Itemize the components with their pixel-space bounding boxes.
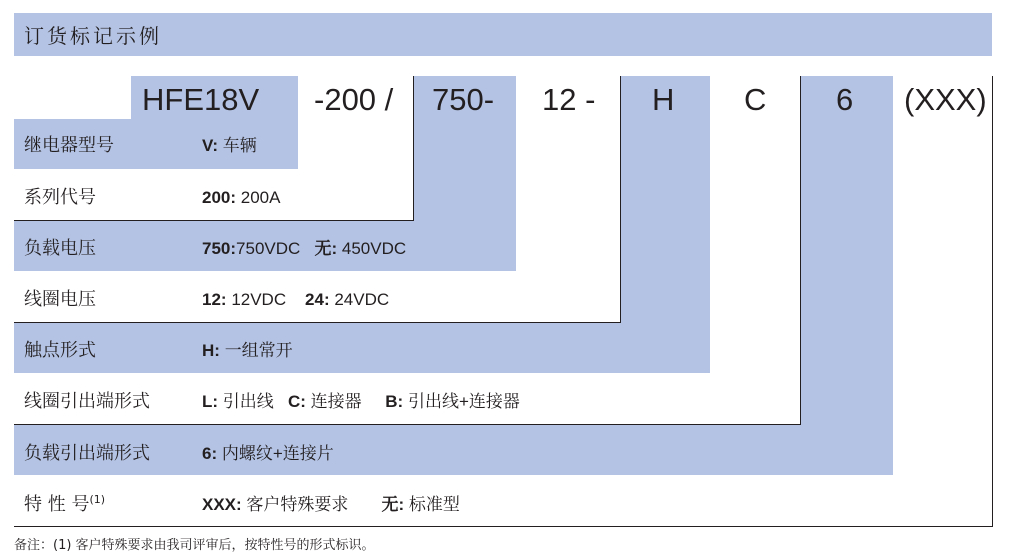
row-desc: 12: 12VDC 24: 24VDC xyxy=(202,290,390,309)
page-title: 订货标记示例 xyxy=(24,24,162,48)
code-coil-terminal: C xyxy=(744,82,767,117)
line-coil-right xyxy=(620,76,621,323)
line-table-bottom xyxy=(14,526,993,527)
row-label: 继电器型号 xyxy=(24,135,114,156)
line-coil-terminal-right xyxy=(800,76,801,425)
row-label: 负载引出端形式 xyxy=(24,443,150,464)
row-label: 特 性 号$^{(1)}$ xyxy=(24,493,106,515)
row-label: 负载电压 xyxy=(24,238,96,259)
row-desc: L: 引出线 C: 连接器 B: 引出线+连接器 xyxy=(202,392,520,411)
code-series: -200 / xyxy=(314,82,394,117)
footnote: 备注：(1) 客户特殊要求由我司评审后，按特性号的形式标识。 xyxy=(14,538,375,553)
row-label: 线圈电压 xyxy=(24,289,96,310)
row-label: 触点形式 xyxy=(24,340,96,361)
block-code-load-terminal xyxy=(800,76,893,425)
code-model: HFE18V xyxy=(142,82,260,117)
code-coil-voltage: 12 - xyxy=(542,82,596,117)
line-series-right xyxy=(413,76,414,221)
line-coil-terminal-bottom xyxy=(14,424,800,425)
row-label: 线圈引出端形式 xyxy=(24,391,150,412)
code-contact: H xyxy=(652,82,675,117)
row-desc: 6: 内螺纹+连接片 xyxy=(202,444,334,463)
row-desc: 200: 200A xyxy=(202,188,281,207)
row-desc: 750:750VDC 无: 450VDC xyxy=(202,239,407,258)
code-load-voltage: 750- xyxy=(432,82,495,117)
line-coil-bottom xyxy=(14,322,620,323)
row-desc: V: 车辆 xyxy=(202,136,257,155)
row-desc: XXX: 客户特殊要求 无: 标准型 xyxy=(202,495,460,514)
footnote-marker: (1) xyxy=(89,493,106,506)
line-table-right xyxy=(992,76,993,527)
row-desc: H: 一组常开 xyxy=(202,341,293,360)
row-label: 系列代号 xyxy=(24,187,96,208)
block-contact xyxy=(14,323,710,373)
code-special: (XXX) xyxy=(904,82,987,117)
line-series-bottom xyxy=(14,220,413,221)
code-load-terminal: 6 xyxy=(836,82,854,117)
